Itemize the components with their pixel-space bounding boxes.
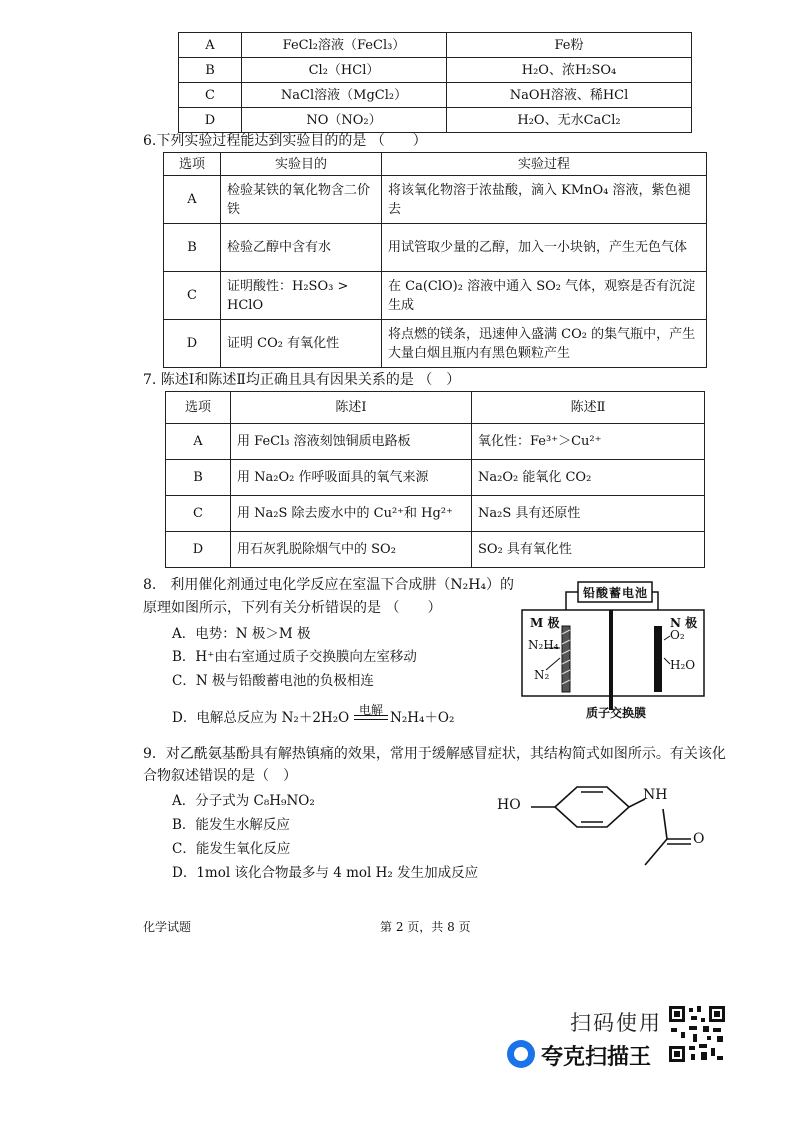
q5-cell: NaOH溶液、稀HCl (447, 83, 692, 108)
q8-option-d-product: N₂H₄＋O₂ (390, 710, 455, 726)
q9-option-b: B．能发生水解反应 (172, 817, 290, 833)
q5-cell: NaCl溶液（MgCl₂） (242, 83, 447, 108)
q7-stem: 7. 陈述Ⅰ和陈述Ⅱ均正确且具有因果关系的是 （ ） (143, 372, 461, 388)
q6-cell: D (164, 320, 221, 368)
q7-cell: Na₂O₂ 能氧化 CO₂ (472, 460, 705, 496)
q7-table (165, 391, 705, 568)
q7-cell: SO₂ 具有氧化性 (472, 532, 705, 568)
scanner-app-name: 夸克扫描王 (541, 1045, 652, 1070)
q9-option-d: D．1mol 该化合物最多与 4 mol H₂ 发生加成反应 (172, 865, 479, 881)
q8-option-b: B．H⁺由右室通过质子交换膜向左室移动 (172, 649, 417, 665)
q6-cell: A (164, 176, 221, 224)
n-pole-label: N 极 (670, 616, 698, 630)
q7-cell: B (166, 460, 231, 496)
q6-cell: 检验乙醇中含有水 (221, 224, 382, 272)
q6-cell: B (164, 224, 221, 272)
q5-table (178, 32, 692, 133)
scan-to-use-text: 扫码使用 (570, 1011, 662, 1035)
q7-cell: A (166, 424, 231, 460)
q9-stem-line1: 9．对乙酰氨基酚具有解热镇痛的效果，常用于缓解感冒症状，其结构简式如图所示。有关该化 (143, 746, 726, 762)
q5-cell: Cl₂（HCl） (242, 58, 447, 83)
q5-cell: FeCl₂溶液（FeCl₃） (242, 33, 447, 58)
q6-cell: 将该氧化物溶于浓盐酸，滴入 KMnO₄ 溶液，紫色褪去 (382, 176, 707, 224)
h2o-label: H₂O (670, 658, 696, 672)
q7-header-cell: 陈述Ⅰ (231, 392, 472, 424)
q5-cell: C (179, 83, 242, 108)
q6-cell: 在 Ca(ClO)₂ 溶液中通入 SO₂ 气体，观察是否有沉淀生成 (382, 272, 707, 320)
membrane-label: 质子交换膜 (586, 706, 647, 720)
carbonyl-o-label: O (693, 831, 705, 847)
m-pole-label: M 极 (530, 616, 560, 630)
q7-cell: 用 Na₂O₂ 作呼吸面具的氧气来源 (231, 460, 472, 496)
q8-option-d: D．电解总反应为 N₂＋2H₂O (172, 710, 350, 726)
battery-label: 铅酸蓄电池 (583, 586, 649, 600)
q6-stem: 6.下列实验过程能达到实验目的的是 （ ） (143, 133, 427, 149)
q7-cell: 用石灰乳脱除烟气中的 SO₂ (231, 532, 472, 568)
q7-cell: D (166, 532, 231, 568)
electrolysis-label: 电解 (358, 703, 383, 717)
q8-stem-line2: 原理如图所示，下列有关分析错误的是 （ ） (143, 600, 442, 616)
q7-cell: 用 Na₂S 除去废水中的 Cu²⁺和 Hg²⁺ (231, 496, 472, 532)
q7-cell: C (166, 496, 231, 532)
footer-page-number: 第 2 页，共 8 页 (380, 920, 471, 934)
electrolysis-figure (520, 578, 706, 718)
q5-cell: H₂O、浓H₂SO₄ (447, 58, 692, 83)
q9-option-a: A．分子式为 C₈H₉NO₂ (172, 793, 315, 809)
q5-cell: H₂O、无水CaCl₂ (447, 108, 692, 133)
q9-option-c: C．能发生氧化反应 (172, 841, 291, 857)
q6-header-cell: 实验目的 (221, 153, 382, 176)
paracetamol-structure (495, 775, 715, 875)
q5-cell: B (179, 58, 242, 83)
q6-cell: 将点燃的镁条，迅速伸入盛满 CO₂ 的集气瓶中，产生大量白烟且瓶内有黑色颗粒产生 (382, 320, 707, 368)
q9-stem-line2: 合物叙述错误的是（ ） (143, 768, 297, 784)
q5-cell: NO（NO₂） (242, 108, 447, 133)
q5-cell: Fe粉 (447, 33, 692, 58)
q7-cell: Na₂S 具有还原性 (472, 496, 705, 532)
paracetamol-skeleton (495, 775, 715, 875)
q7-header-cell: 选项 (166, 392, 231, 424)
q5-cell: A (179, 33, 242, 58)
q8-stem-line1: 8. 利用催化剂通过电化学反应在室温下合成肼（N₂H₄）的 (143, 577, 515, 593)
q8-option-c: C．N 极与铅酸蓄电池的负极相连 (172, 673, 374, 689)
q6-cell: 证明 CO₂ 有氧化性 (221, 320, 382, 368)
q7-cell: 用 FeCl₃ 溶液刻蚀铜质电路板 (231, 424, 472, 460)
q6-table (163, 152, 707, 368)
q7-cell: 氧化性：Fe³⁺＞Cu²⁺ (472, 424, 705, 460)
n2-label: N₂ (534, 668, 550, 682)
reaction-equals-sign (354, 715, 388, 720)
q7-header-cell: 陈述Ⅱ (472, 392, 705, 424)
footer-subject: 化学试题 (143, 920, 192, 934)
o2-label: O₂ (670, 628, 685, 642)
q6-cell: C (164, 272, 221, 320)
q8-option-a: A．电势：N 极＞M 极 (172, 626, 311, 642)
q6-cell: 用试管取少量的乙醇，加入一小块钠，产生无色气体 (382, 224, 707, 272)
q6-cell: 证明酸性：H₂SO₃ > HClO (221, 272, 382, 320)
q6-header-cell: 实验过程 (382, 153, 707, 176)
nh-label: NH (643, 787, 668, 803)
n2h4-label: N₂H₄ (528, 638, 559, 652)
quark-logo-icon (507, 1040, 535, 1068)
q5-cell: D (179, 108, 242, 133)
qr-code-icon (667, 1004, 727, 1064)
q6-cell: 检验某铁的氧化物含二价铁 (221, 176, 382, 224)
ho-label: HO (497, 797, 521, 813)
q6-header-cell: 选项 (164, 153, 221, 176)
